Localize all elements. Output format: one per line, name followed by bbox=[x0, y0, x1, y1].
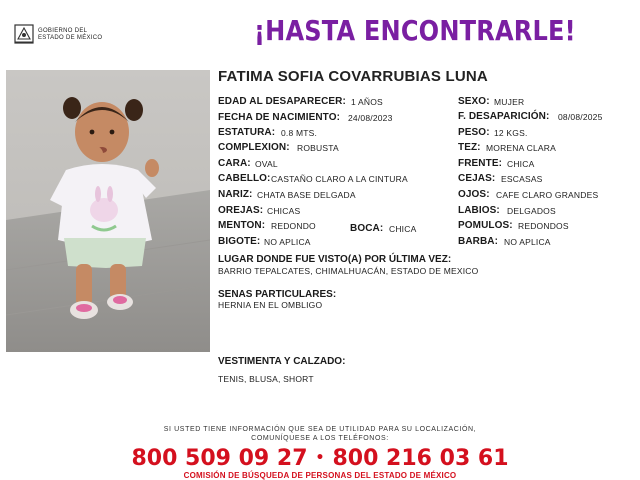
headline: ¡HASTA ENCONTRARLE! bbox=[254, 14, 576, 47]
label-boca: BOCA: bbox=[350, 223, 384, 234]
missing-person-name: FATIMA SOFIA COVARRUBIAS LUNA bbox=[218, 68, 488, 85]
value-fecha-nacimiento: 24/08/2023 bbox=[348, 113, 393, 123]
value-pomulos: REDONDOS bbox=[518, 221, 569, 231]
label-estatura: ESTATURA: bbox=[218, 127, 276, 138]
value-complexion: ROBUSTA bbox=[297, 143, 339, 153]
value-boca: CHICA bbox=[389, 224, 417, 234]
value-vestimenta: TENIS, BLUSA, SHORT bbox=[218, 374, 314, 384]
label-bigote: BIGOTE: bbox=[218, 236, 261, 247]
gov-line2: ESTADO DE MÉXICO bbox=[38, 35, 103, 41]
label-nariz: NARIZ: bbox=[218, 189, 253, 200]
label-lugar-visto: LUGAR DONDE FUE VISTO(A) POR ÚLTIMA VEZ: bbox=[218, 254, 452, 265]
value-edad: 1 AÑOS bbox=[351, 97, 383, 107]
label-tez: TEZ: bbox=[458, 142, 481, 153]
footer-info-line2: COMUNÍQUESE A LOS TELÉFONOS: bbox=[251, 435, 389, 442]
value-ojos: CAFE CLARO GRANDES bbox=[496, 190, 599, 200]
value-tez: MORENA CLARA bbox=[486, 143, 556, 153]
value-sexo: MUJER bbox=[494, 97, 525, 107]
phone-number-1[interactable]: 800 509 09 27 bbox=[131, 446, 308, 471]
label-ojos: OJOS: bbox=[458, 189, 490, 200]
label-cejas: CEJAS: bbox=[458, 173, 496, 184]
phone-separator: • bbox=[315, 450, 325, 466]
government-logo bbox=[12, 22, 122, 48]
state-emblem-icon bbox=[12, 22, 36, 46]
value-barba: NO APLICA bbox=[504, 237, 551, 247]
phone-numbers bbox=[0, 446, 640, 471]
label-vestimenta: VESTIMENTA Y CALZADO: bbox=[218, 356, 346, 367]
label-orejas: OREJAS: bbox=[218, 205, 264, 216]
label-cabello: CABELLO: bbox=[218, 173, 271, 184]
label-frente: FRENTE: bbox=[458, 158, 503, 169]
label-fecha-nacimiento: FECHA DE NACIMIENTO: bbox=[218, 112, 340, 123]
value-f-desaparicion: 08/08/2025 bbox=[558, 112, 603, 122]
value-lugar-visto: BARRIO TEPALCATES, CHIMALHUACÁN, ESTADO DE MEXICO bbox=[218, 266, 479, 276]
label-complexion: COMPLEXION: bbox=[218, 142, 290, 153]
value-peso: 12 KGS. bbox=[494, 128, 528, 138]
label-f-desaparicion: F. DESAPARICIÓN: bbox=[458, 111, 550, 122]
child-photo-image bbox=[6, 70, 210, 352]
commission-name: COMISIÓN DE BÚSQUEDA DE PERSONAS DEL ESTADO DE MÉXICO bbox=[183, 471, 457, 480]
value-estatura: 0.8 MTS. bbox=[281, 128, 318, 138]
person-photo bbox=[6, 70, 210, 352]
value-orejas: CHICAS bbox=[267, 206, 301, 216]
phone-number-2[interactable]: 800 216 03 61 bbox=[332, 446, 509, 471]
value-labios: DELGADOS bbox=[507, 206, 556, 216]
value-cara: OVAL bbox=[255, 159, 278, 169]
label-peso: PESO: bbox=[458, 127, 490, 138]
label-barba: BARBA: bbox=[458, 236, 499, 247]
label-edad: EDAD AL DESAPARECER: bbox=[218, 96, 346, 107]
value-cabello: CASTAÑO CLARO A LA CINTURA bbox=[271, 174, 408, 184]
label-sexo: SEXO: bbox=[458, 96, 490, 107]
label-pomulos: POMULOS: bbox=[458, 220, 513, 231]
value-nariz: CHATA BASE DELGADA bbox=[257, 190, 356, 200]
value-menton: REDONDO bbox=[271, 221, 316, 231]
footer-info-line1: SI USTED TIENE INFORMACIÓN QUE SEA DE UTILIDAD PARA SU LOCALIZACIÓN, bbox=[163, 426, 477, 433]
label-senas-particulares: SENAS PARTICULARES: bbox=[218, 289, 337, 300]
label-cara: CARA: bbox=[218, 158, 251, 169]
value-frente: CHICA bbox=[507, 159, 535, 169]
value-cejas: ESCASAS bbox=[501, 174, 543, 184]
gov-line1: GOBIERNO DEL bbox=[38, 28, 88, 34]
label-menton: MENTON: bbox=[218, 220, 266, 231]
label-labios: LABIOS: bbox=[458, 205, 500, 216]
value-bigote: NO APLICA bbox=[264, 237, 311, 247]
value-senas-particulares: HERNIA EN EL OMBLIGO bbox=[218, 300, 323, 310]
